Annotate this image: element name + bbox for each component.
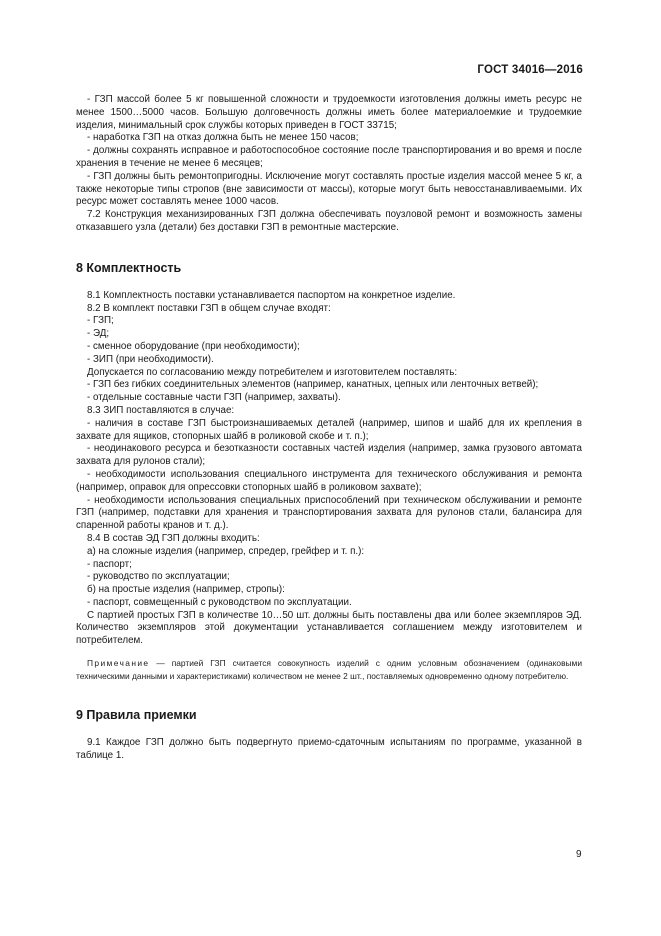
paragraph: 7.2 Конструкция механизированных ГЗП должна обеспечивать поузловой ремонт и возможность замены отказавшего узла (детали) без доставки ГЗП в ремонтные мастерские. — [76, 209, 582, 233]
note-label: Примечание — [87, 658, 150, 669]
paragraph: 8.1 Комплектность поставки устанавливается паспортом на конкретное изделие. — [87, 289, 456, 301]
document-code: ГОСТ 34016—2016 — [477, 64, 583, 76]
section-title-9: 9 Правила приемки — [76, 708, 197, 723]
paragraph: - ГЗП массой более 5 кг повышенной сложности и трудоемкости изготовления должны иметь ресурс не менее 1500…5000 часов. Большую долговечность должны иметь более материалоемкие и трудоемкие изделия, минимальный срок службы которых приведен в ГОСТ 33715; — [76, 94, 582, 131]
list-item: - руководство по эксплуатации; — [87, 571, 230, 583]
page-number: 9 — [576, 849, 582, 860]
list-item: - отдельные составные части ГЗП (например, захваты). — [87, 392, 341, 404]
paragraph: - ГЗП должны быть ремонтопригодны. Исключение могут составлять простые изделия массой менее 5 кг, а также некоторые типы стропов (вне зависимости от массы), которые могут быть невосстанавливаемыми. Их ресурс может составлять менее 1000 часов. — [76, 170, 582, 208]
list-item: - неодинакового ресурса и безотказности составных частей изделия (например, замка грузового автомата захвата для рулонов стали); — [76, 443, 582, 468]
list-item: - паспорт, совмещенный с руководством по эксплуатации. — [87, 596, 352, 608]
list-item: - ГЗП без гибких соединительных элементов (например, канатных, цепных или ленточных ветвей); — [87, 379, 539, 391]
paragraph: С партией простых ГЗП в количестве 10…50 шт. должны быть поставлены два или более экземпляров ЭД. Количество экземпляров этой документации устанавливается соглашением между изготовителем и потребителем. — [76, 609, 582, 647]
section-title-8: 8 Комплектность — [76, 260, 182, 275]
block-resource-requirements — [76, 94, 582, 235]
list-item: - необходимости использования специального инструмента для технического обслуживания и ремонта (например, оправок для опрессовки стопорных шайб в роликовом захвате); — [76, 468, 582, 493]
list-item: - сменное оборудование (при необходимости); — [87, 340, 300, 352]
paragraph: Допускается по согласованию между потребителем и изготовителем поставлять: — [87, 366, 458, 378]
note-text: — партией ГЗП считается совокупность изделий с одним условным обозначением (одинаковыми техническими данными и характеристиками) количеством не менее 2 шт., поставляемых одновременно одному потребителю. — [76, 658, 582, 681]
paragraph: 8.2 В комплект поставки ГЗП в общем случае входят: — [87, 302, 331, 314]
list-item: а) на сложные изделия (например, спредер, грейфер и т. п.): — [87, 545, 365, 557]
list-item: б) на простые изделия (например, стропы): — [87, 584, 285, 596]
section-8-body — [76, 290, 582, 682]
paragraph: - наработка ГЗП на отказ должна быть не менее 150 часов; — [87, 132, 359, 144]
page-content — [76, 94, 582, 763]
note — [76, 657, 582, 682]
paragraph: 8.3 ЗИП поставляются в случае: — [87, 404, 235, 416]
paragraph: 8.4 В состав ЭД ГЗП должны входить: — [87, 532, 260, 544]
list-item: - ЭД; — [87, 328, 110, 340]
paragraph: - должны сохранять исправное и работоспособное состояние после транспортирования и во время и после хранения в течение не менее 6 месяцев; — [76, 145, 582, 169]
list-item: - ЗИП (при необходимости). — [87, 353, 214, 365]
section-9-body — [76, 737, 582, 763]
list-item: - наличия в составе ГЗП быстроизнашиваемых деталей (например, шипов и шайб для их крепления в захвате для ящиков, стопорных шайб в роликовой скобе и т. п.); — [76, 417, 582, 442]
list-item: - ГЗП; — [87, 315, 114, 327]
paragraph: 9.1 Каждое ГЗП должно быть подвергнуто приемо-сдаточным испытаниям по программе, указанной в таблице 1. — [76, 737, 582, 761]
list-item: - необходимости использования специальных приспособлений при техническом обслуживании и ремонте ГЗП (например, подставки для хранения и транспортирования захвата для рулонов стали, балансира для спаренной работы кранов и т. д.). — [76, 494, 582, 532]
list-item: - паспорт; — [87, 558, 132, 570]
